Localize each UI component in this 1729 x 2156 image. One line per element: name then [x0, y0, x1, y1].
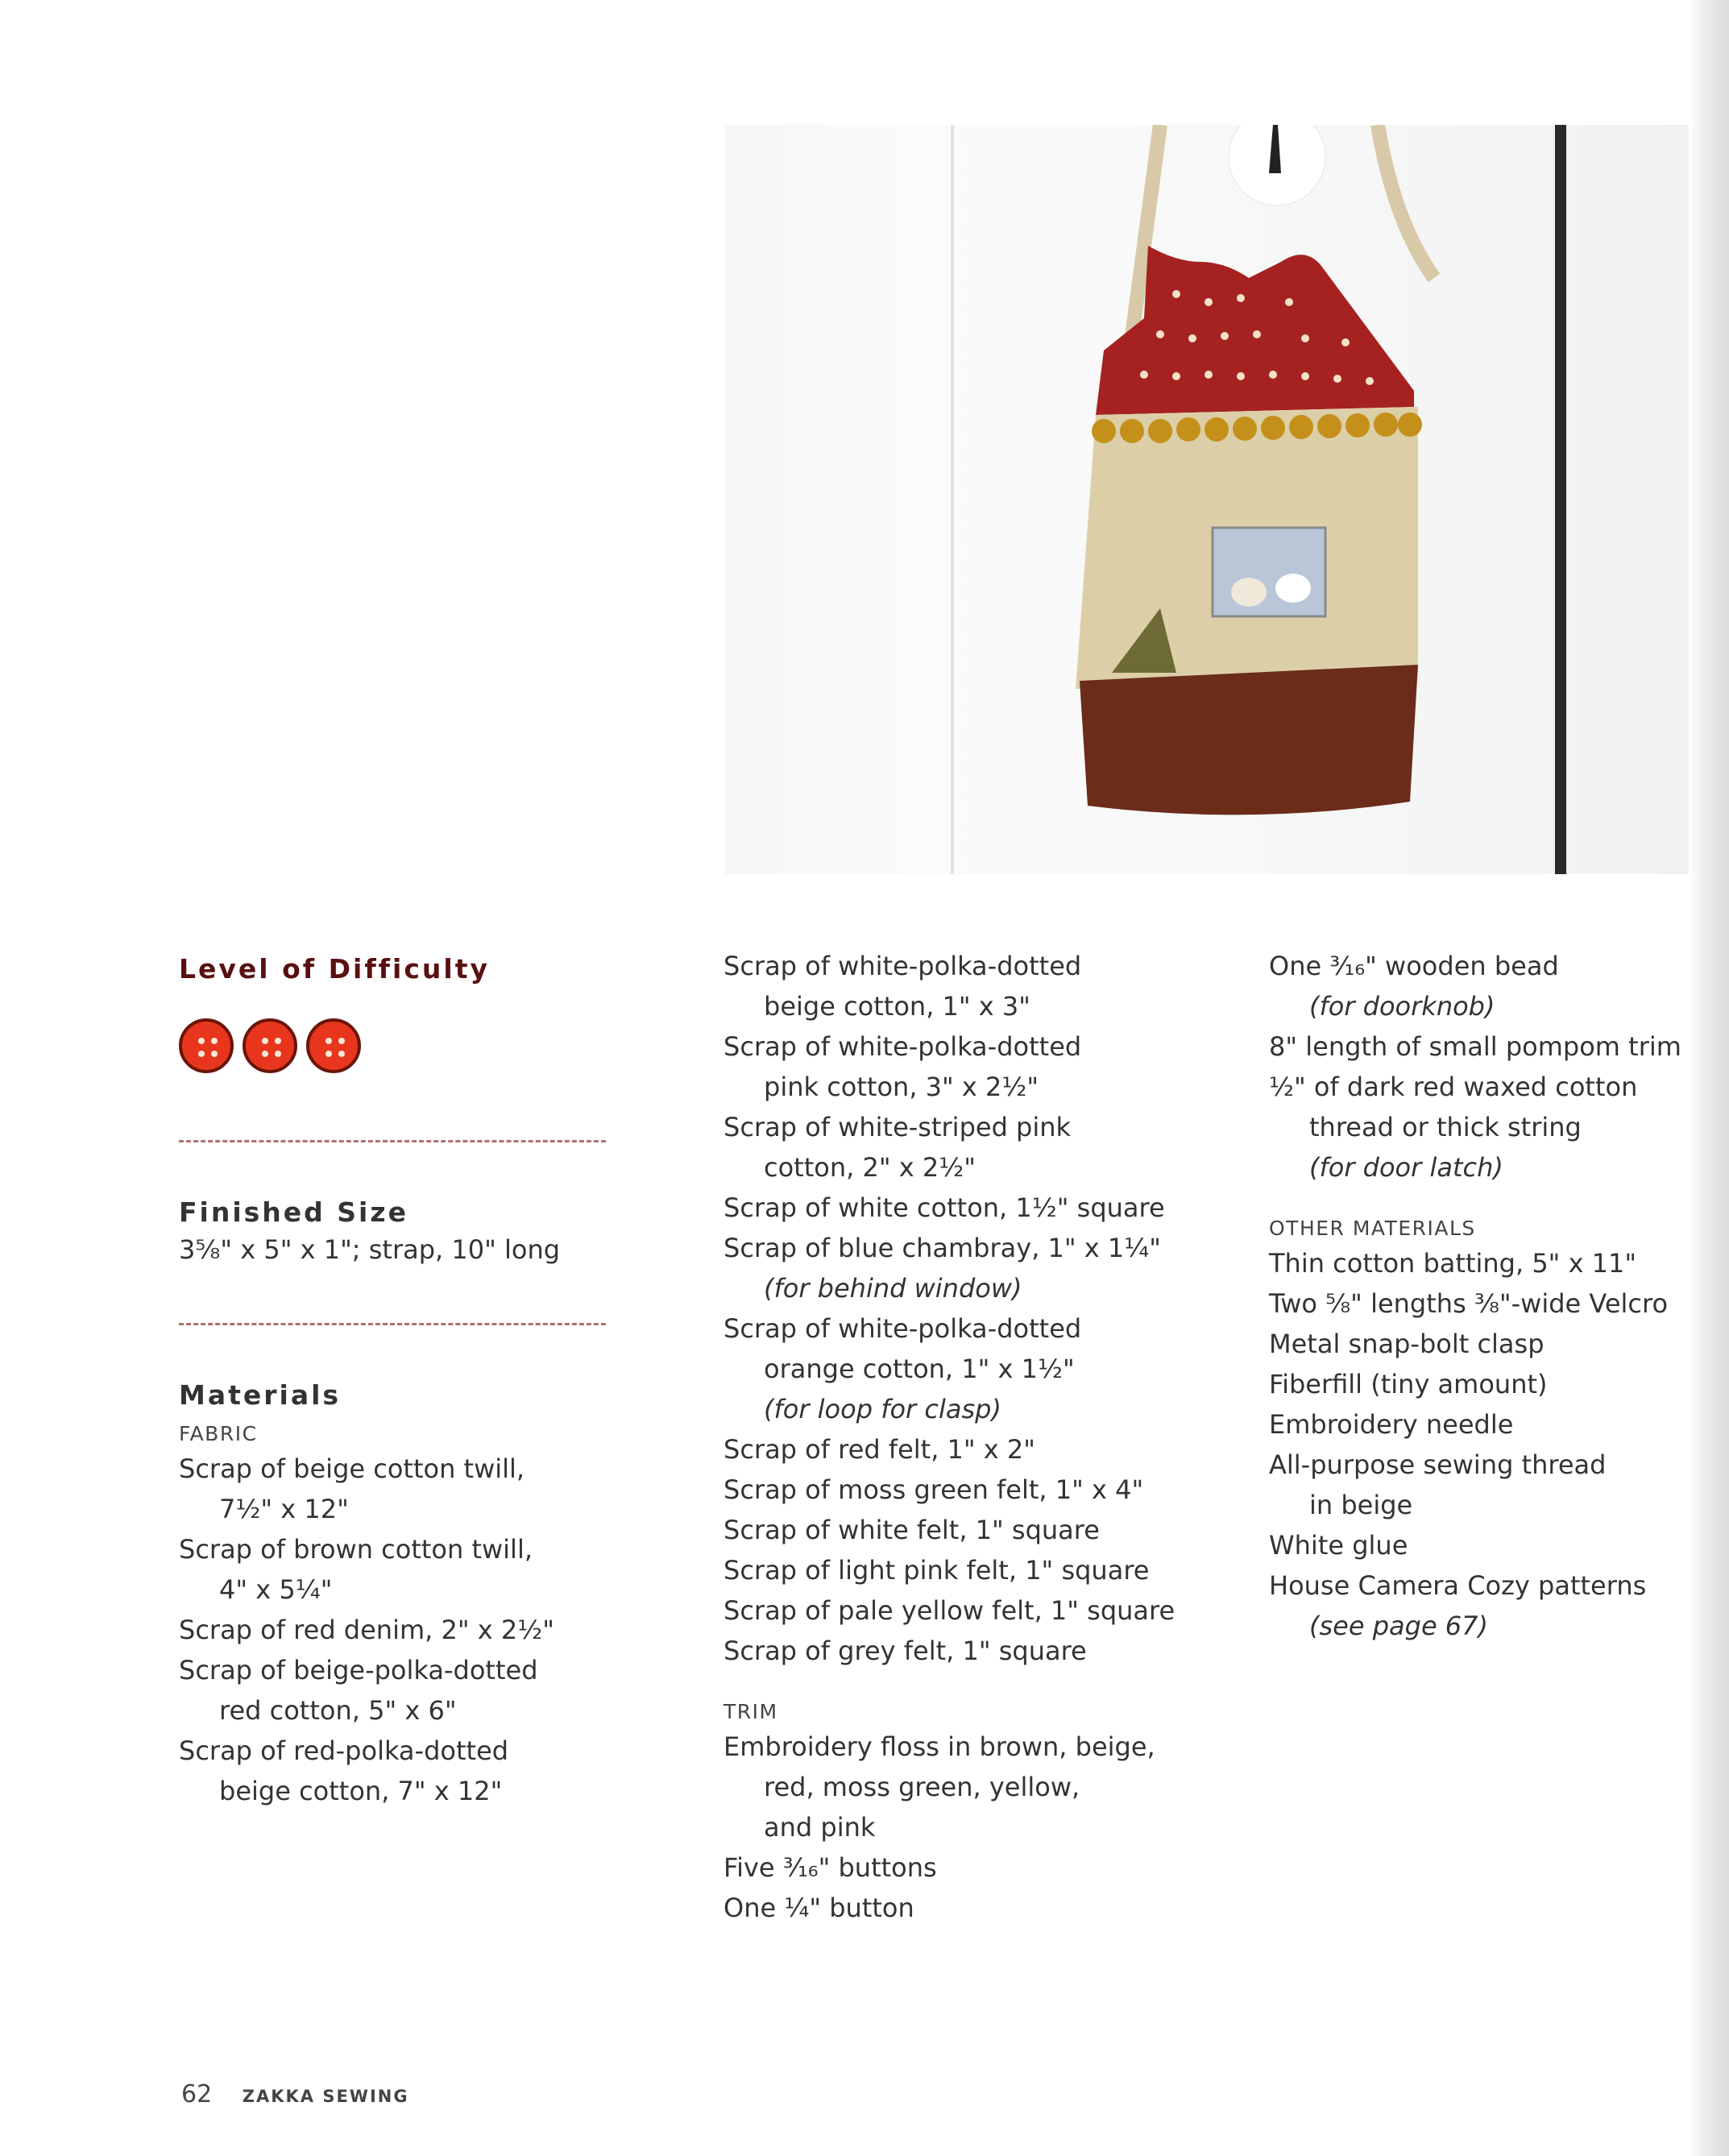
other-materials-label: OTHER MATERIALS	[1269, 1217, 1476, 1240]
material-line: (for door latch)	[1309, 1152, 1503, 1183]
material-line: One ¼" button	[724, 1893, 914, 1923]
materials-column-3	[1269, 946, 1681, 1646]
fabric-list-continued	[724, 946, 1175, 1671]
material-line: Scrap of blue chambray, 1" x 1¼"	[724, 1233, 1161, 1263]
difficulty-rating	[179, 1018, 490, 1076]
material-line: Scrap of brown cotton twill,	[179, 1534, 533, 1565]
material-line: White glue	[1269, 1530, 1408, 1561]
materials-section	[179, 1379, 554, 1811]
material-line: Metal snap-bolt clasp	[1269, 1329, 1544, 1359]
other-materials-list	[1269, 1243, 1681, 1646]
material-line: ½" of dark red waxed cotton	[1269, 1072, 1638, 1102]
material-line: Scrap of light pink felt, 1" square	[724, 1555, 1150, 1586]
dashed-divider	[179, 1140, 606, 1142]
materials-heading: Materials	[179, 1379, 342, 1411]
book-title: ZAKKA SEWING	[242, 2087, 409, 2106]
material-line: red cotton, 5" x 6"	[219, 1695, 457, 1726]
material-line: red, moss green, yellow,	[764, 1772, 1080, 1802]
material-line: cotton, 2" x 2½"	[764, 1152, 976, 1183]
button-rating-icon	[306, 1018, 361, 1073]
material-line: Scrap of white-polka-dotted	[724, 951, 1082, 981]
material-line: Embroidery floss in brown, beige,	[724, 1731, 1155, 1762]
material-line: (see page 67)	[1309, 1611, 1488, 1641]
button-rating-icon	[243, 1018, 297, 1073]
material-line: beige cotton, 7" x 12"	[219, 1776, 503, 1806]
material-line: Scrap of moss green felt, 1" x 4"	[724, 1474, 1144, 1505]
trim-list-continued	[1269, 946, 1681, 1188]
material-line: 8" length of small pompom trim	[1269, 1031, 1681, 1062]
material-line: beige cotton, 1" x 3"	[764, 991, 1030, 1022]
material-line: House Camera Cozy patterns	[1269, 1570, 1647, 1601]
material-line: 4" x 5¼"	[219, 1574, 333, 1605]
material-line: 7½" x 12"	[219, 1494, 349, 1524]
material-line: orange cotton, 1" x 1½"	[764, 1354, 1075, 1384]
material-line: in beige	[1309, 1490, 1413, 1520]
material-line: (for doorknob)	[1309, 991, 1495, 1022]
material-line: (for behind window)	[764, 1273, 1022, 1304]
material-line: Five ³⁄₁₆" buttons	[724, 1852, 937, 1883]
page-edge-shadow	[1689, 0, 1729, 2156]
button-rating-icon	[179, 1018, 234, 1073]
finished-size-heading: Finished Size	[179, 1196, 408, 1228]
material-line: Scrap of pale yellow felt, 1" square	[724, 1595, 1175, 1626]
material-line: Scrap of red-polka-dotted	[179, 1735, 509, 1766]
material-line: Scrap of white-polka-dotted	[724, 1313, 1082, 1344]
material-line: Scrap of grey felt, 1" square	[724, 1636, 1087, 1666]
fabric-list	[179, 1449, 554, 1811]
material-line: pink cotton, 3" x 2½"	[764, 1072, 1039, 1102]
materials-column-2	[724, 946, 1175, 1928]
fabric-label: FABRIC	[179, 1422, 258, 1445]
page-footer	[181, 2080, 409, 2108]
material-line: Scrap of beige-polka-dotted	[179, 1655, 538, 1685]
material-line: Scrap of white felt, 1" square	[724, 1515, 1100, 1545]
material-line: (for loop for clasp)	[764, 1394, 1001, 1424]
product-photo-house-camera-cozy	[725, 125, 1689, 874]
material-line: and pink	[764, 1812, 876, 1843]
dashed-divider	[179, 1323, 606, 1325]
material-line: Embroidery needle	[1269, 1409, 1514, 1440]
finished-size-section	[179, 1196, 560, 1270]
page-number: 62	[181, 2080, 213, 2108]
difficulty-section	[179, 953, 490, 1076]
material-line: All-purpose sewing thread	[1269, 1449, 1607, 1480]
trim-list	[724, 1727, 1175, 1928]
difficulty-heading: Level of Difficulty	[179, 953, 491, 985]
material-line: Fiberfill (tiny amount)	[1269, 1369, 1548, 1399]
finished-size-value: 3⁵⁄₈" x 5" x 1"; strap, 10" long	[179, 1234, 561, 1265]
material-line: Scrap of beige cotton twill,	[179, 1453, 525, 1484]
material-line: thread or thick string	[1309, 1112, 1582, 1142]
material-line: Scrap of white cotton, 1½" square	[724, 1192, 1165, 1223]
material-line: One ³⁄₁₆" wooden bead	[1269, 951, 1559, 981]
material-line: Thin cotton batting, 5" x 11"	[1269, 1248, 1637, 1279]
material-line: Scrap of white-striped pink	[724, 1112, 1072, 1142]
material-line: Scrap of white-polka-dotted	[724, 1031, 1082, 1062]
material-line: Scrap of red felt, 1" x 2"	[724, 1434, 1035, 1465]
material-line: Two ⁵⁄₈" lengths ³⁄₈"-wide Velcro	[1269, 1288, 1669, 1319]
trim-label: TRIM	[724, 1700, 778, 1723]
material-line: Scrap of red denim, 2" x 2½"	[179, 1615, 554, 1645]
